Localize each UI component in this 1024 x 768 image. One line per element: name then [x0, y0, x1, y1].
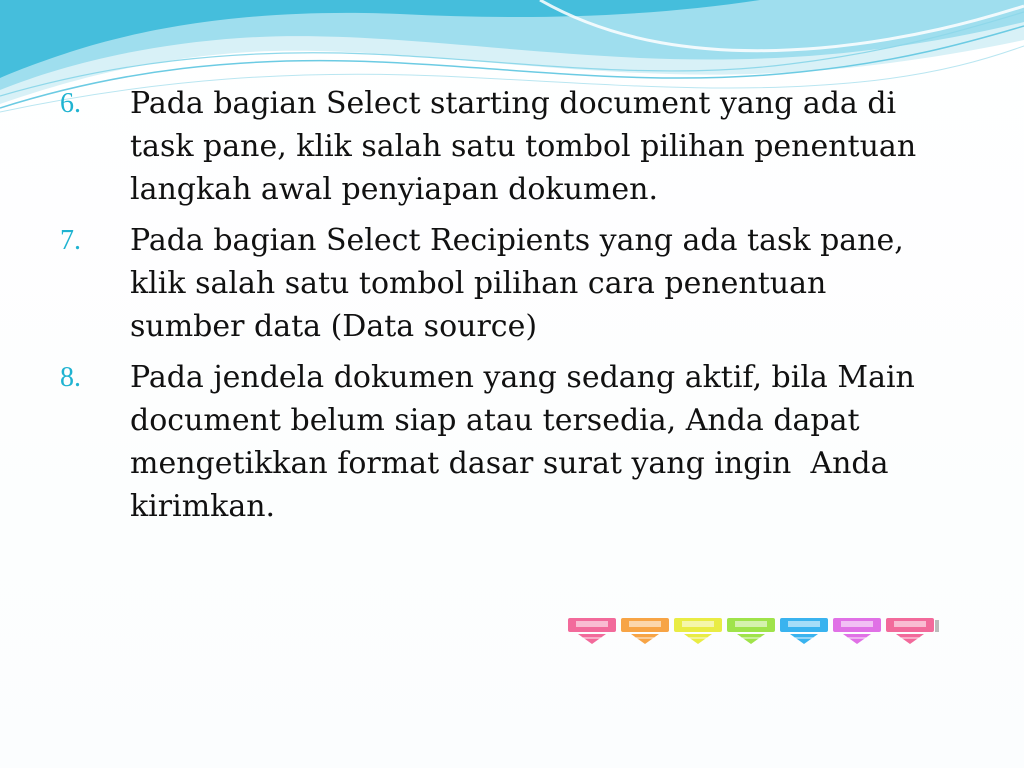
gem-icon	[780, 618, 828, 644]
gem-icon	[727, 618, 775, 644]
slide-content	[60, 82, 960, 536]
step-text: Pada bagian Select starting document yang ada di task pane, klik salah satu tombol pilihan penentuan langkah awal penyiapan dokumen.	[130, 86, 926, 207]
gem-row-end-cap	[935, 620, 939, 632]
gem-icon	[621, 618, 669, 644]
step-number: 8.	[60, 362, 81, 393]
step-text: Pada bagian Select Recipients yang ada task pane, klik salah satu tombol pilihan cara penentuan sumber data (Data source)	[130, 223, 914, 344]
step-number: 7.	[60, 225, 81, 256]
gem-icon	[833, 618, 881, 644]
step-text: Pada jendela dokumen yang sedang aktif, bila Main document belum siap atau tersedia, Anda dapat mengetikkan format dasar surat yang ingin Anda kirimkan.	[130, 360, 925, 524]
list-item	[60, 82, 960, 211]
step-number: 6.	[60, 88, 81, 119]
list-item	[60, 219, 960, 348]
list-item	[60, 356, 960, 528]
gem-divider-decoration	[566, 612, 942, 652]
steps-list	[60, 82, 960, 528]
gem-icon	[568, 618, 616, 644]
gem-icon	[886, 618, 934, 644]
gem-icon	[674, 618, 722, 644]
